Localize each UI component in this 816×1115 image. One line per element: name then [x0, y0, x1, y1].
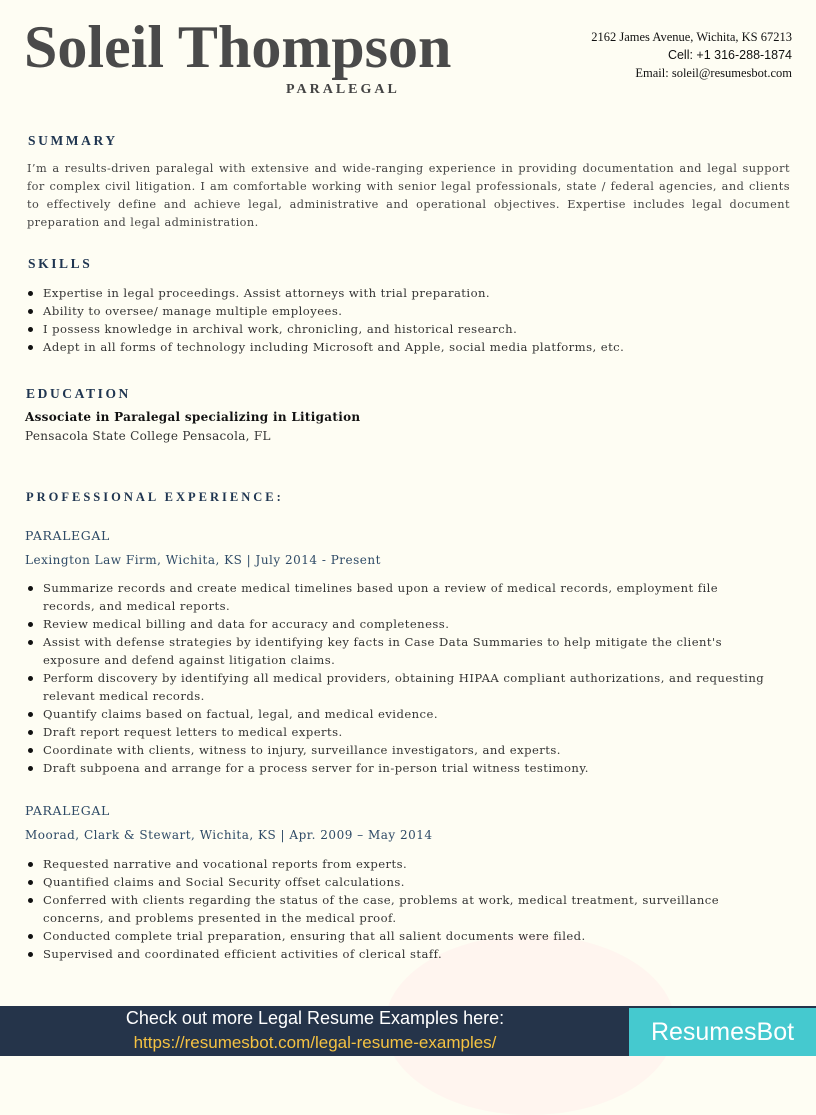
list-item: Adept in all forms of technology including Microsoft and Apple, social media platforms, etc.	[27, 338, 767, 356]
list-item: Supervised and coordinated efficient activities of clerical staff.	[27, 945, 767, 963]
job-title-header: PARALEGAL	[286, 82, 400, 97]
contact-email: Email: soleil@resumesbot.com	[635, 66, 792, 80]
contact-cell: Cell: +1 316-288-1874	[667, 48, 792, 62]
job-2-title: PARALEGAL	[25, 803, 110, 818]
list-item: Conducted complete trial preparation, ensuring that all salient documents were filed.	[27, 927, 767, 945]
job-1-title: PARALEGAL	[25, 528, 110, 543]
list-item: Expertise in legal proceedings. Assist attorneys with trial preparation.	[27, 284, 767, 302]
list-item: Perform discovery by identifying all medical providers, obtaining HIPAA compliant authorizations, and requesting relevant medical records.	[27, 669, 767, 705]
contact-block	[591, 28, 792, 82]
education-school: Pensacola State College Pensacola, FL	[25, 429, 271, 443]
job-1-bullets	[27, 579, 767, 777]
list-item: Requested narrative and vocational reports from experts.	[27, 855, 767, 873]
education-heading: EDUCATION	[26, 386, 131, 401]
list-item: Draft subpoena and arrange for a process server for in-person trial witness testimony.	[27, 759, 767, 777]
list-item: Coordinate with clients, witness to injury, surveillance investigators, and experts.	[27, 741, 767, 759]
contact-address: 2162 James Avenue, Wichita, KS 67213	[591, 30, 792, 44]
job-2-bullets	[27, 855, 767, 963]
summary-heading: SUMMARY	[28, 133, 118, 148]
banner-text: Check out more Legal Resume Examples here:	[125, 1008, 505, 1028]
resumesbot-logo[interactable]: ResumesBot	[629, 1008, 816, 1056]
skills-list	[27, 284, 767, 356]
skills-heading: SKILLS	[28, 256, 93, 271]
experience-heading: PROFESSIONAL EXPERIENCE:	[26, 490, 284, 504]
list-item: Quantify claims based on factual, legal, and medical evidence.	[27, 705, 767, 723]
list-item: Assist with defense strategies by identifying key facts in Case Data Summaries to help mitigate the client's exposure and defend against litigation claims.	[27, 633, 767, 669]
list-item: Quantified claims and Social Security offset calculations.	[27, 873, 767, 891]
job-2-meta: Moorad, Clark & Stewart, Wichita, KS | Apr. 2009 – May 2014	[25, 828, 433, 842]
list-item: Ability to oversee/ manage multiple employees.	[27, 302, 767, 320]
list-item: I possess knowledge in archival work, chronicling, and historical research.	[27, 320, 767, 338]
list-item: Summarize records and create medical timelines based upon a review of medical records, employment file records, and medical reports.	[27, 579, 767, 615]
candidate-name: Soleil Thompson	[24, 14, 452, 80]
banner-link[interactable]: https://resumesbot.com/legal-resume-examples/	[133, 1033, 497, 1052]
list-item: Conferred with clients regarding the status of the case, problems at work, medical treatment, surveillance concerns, and problems presented in the medical proof.	[27, 891, 767, 927]
education-degree: Associate in Paralegal specializing in Litigation	[25, 410, 361, 424]
list-item: Review medical billing and data for accuracy and completeness.	[27, 615, 767, 633]
summary-text: I’m a results-driven paralegal with extensive and wide-ranging experience in providing documentation and legal support for complex civil litigation. I am comfortable working with senior legal professionals, state / federal agencies, and clients to effectively define and achieve legal, administrative and operational objectives. Expertise includes legal document preparation and legal administration.	[27, 162, 790, 229]
list-item: Draft report request letters to medical experts.	[27, 723, 767, 741]
job-1-meta: Lexington Law Firm, Wichita, KS | July 2014 - Present	[25, 553, 381, 567]
